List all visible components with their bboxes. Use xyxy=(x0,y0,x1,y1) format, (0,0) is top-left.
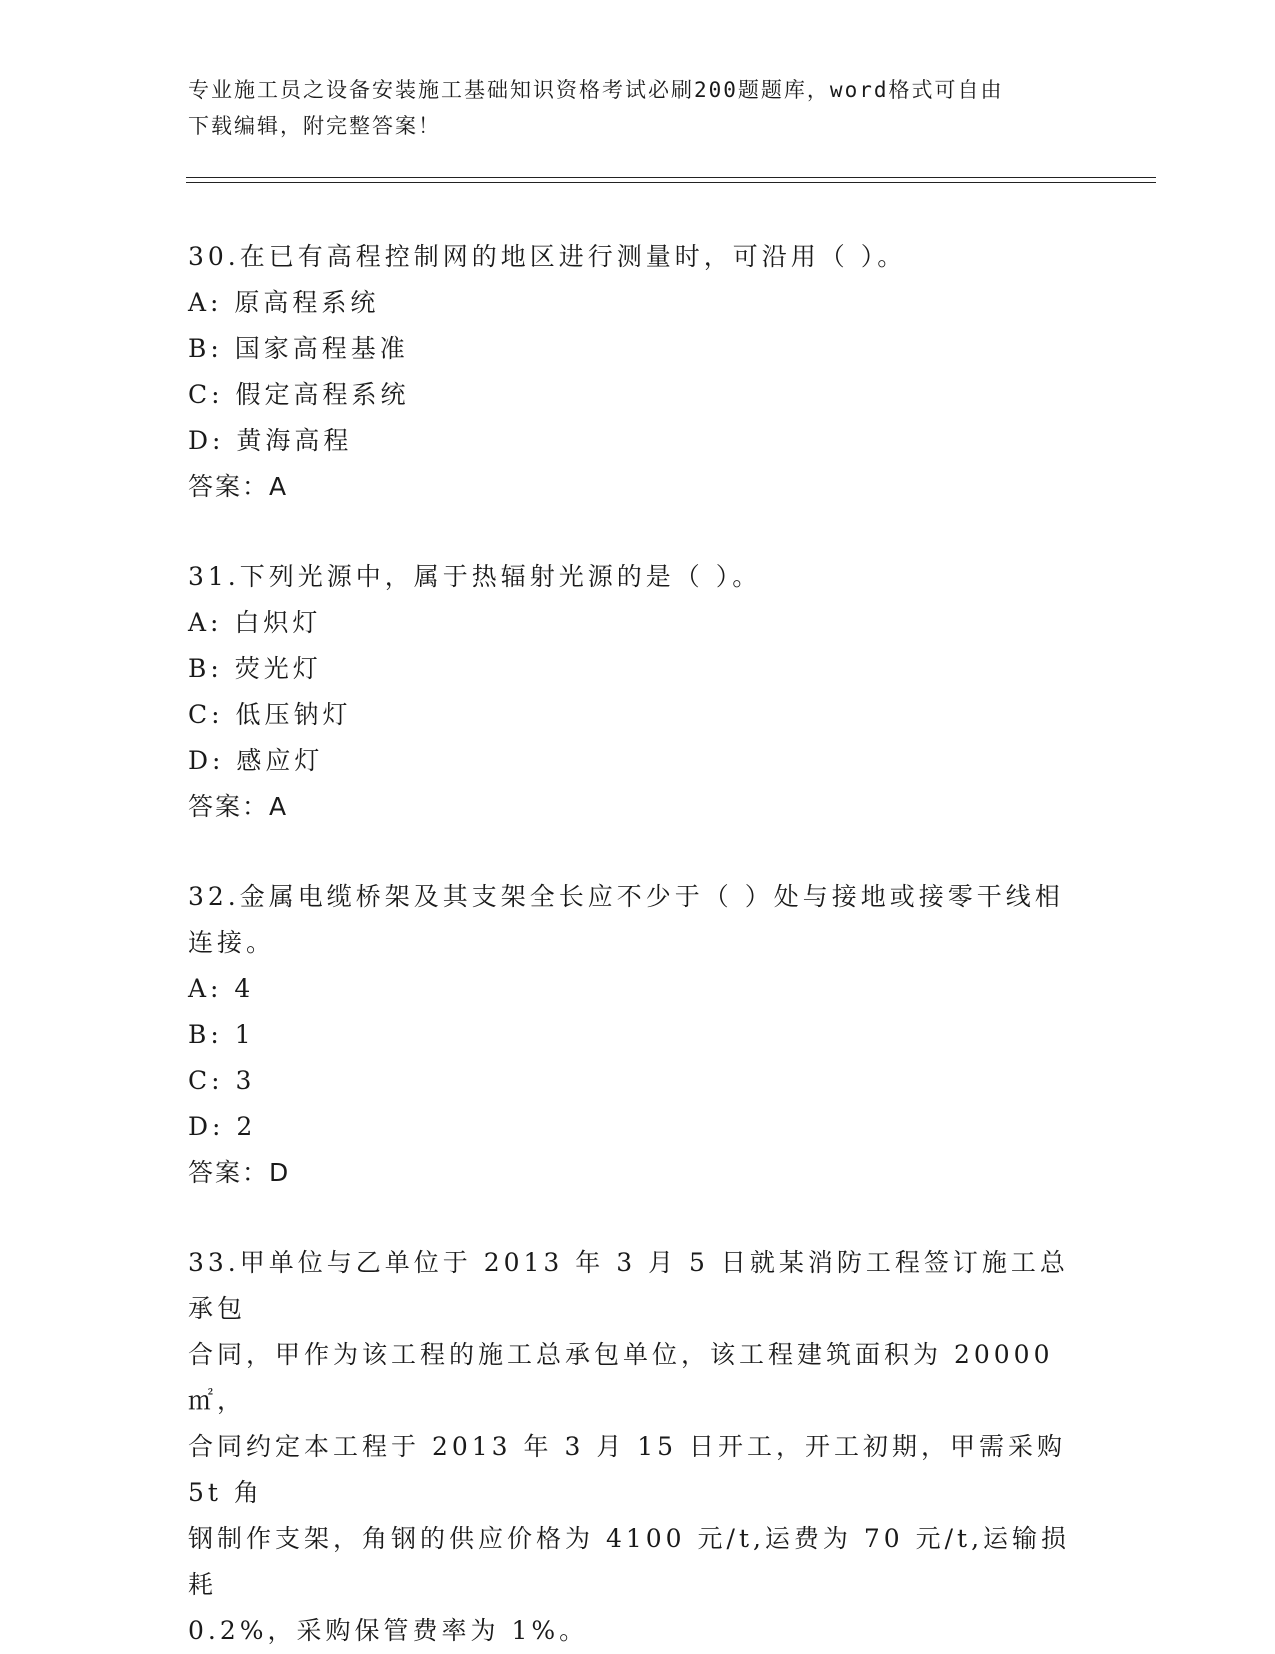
option-a: A: 白炽灯 xyxy=(188,608,322,637)
answer-line: 答案：A xyxy=(188,792,289,821)
header-line-2: 下载编辑，附完整答案！ xyxy=(188,114,441,138)
option-b: B: 1 xyxy=(188,1020,255,1049)
question-stem-line-5: 0.2%，采购保管费率为 1%。 xyxy=(188,1616,589,1645)
question-stem: 31.下列光源中，属于热辐射光源的是（ ）。 xyxy=(188,562,762,591)
question-stem: 30.在已有高程控制网的地区进行测量时，可沿用（ ）。 xyxy=(188,242,907,271)
answer-line: 答案：D xyxy=(188,1158,291,1187)
option-d: D: 感应灯 xyxy=(188,746,324,775)
question-stem-line-1: 33.甲单位与乙单位于 2013 年 3 月 5 日就某消防工程签订施工总承包 xyxy=(188,1248,1069,1323)
option-a: A: 原高程系统 xyxy=(188,288,380,317)
header-line-1: 专业施工员之设备安装施工基础知识资格考试必刷200题题库，word格式可自由 xyxy=(188,78,1004,102)
option-b: B: 国家高程基准 xyxy=(188,334,409,363)
document-header xyxy=(188,72,1088,144)
option-c: C: 3 xyxy=(188,1066,256,1095)
question-stem-line-3: 合同约定本工程于 2013 年 3 月 15 日开工，开工初期，甲需采购 5t 角 xyxy=(188,1432,1067,1507)
question-32 xyxy=(188,874,1088,1196)
option-c: C: 假定高程系统 xyxy=(188,380,410,409)
question-33 xyxy=(188,1240,1088,1654)
question-31 xyxy=(188,554,1088,830)
option-d: D: 2 xyxy=(188,1112,257,1141)
question-stem-line-2: 合同，甲作为该工程的施工总承包单位，该工程建筑面积为 20000㎡， xyxy=(188,1340,1054,1415)
option-b: B: 荧光灯 xyxy=(188,654,322,683)
option-a: A: 4 xyxy=(188,974,255,1003)
header-divider-top xyxy=(186,177,1156,178)
option-d: D: 黄海高程 xyxy=(188,426,353,455)
question-stem-line-4: 钢制作支架，角钢的供应价格为 4100 元/t,运费为 70 元/t,运输损耗 xyxy=(188,1524,1071,1599)
option-c: C: 低压钠灯 xyxy=(188,700,352,729)
question-stem-line-1: 32.金属电缆桥架及其支架全长应不少于（ ）处与接地或接零干线相 xyxy=(188,882,1064,911)
answer-line: 答案：A xyxy=(188,472,289,501)
header-divider-bottom xyxy=(186,182,1156,183)
question-stem-line-2: 连接。 xyxy=(188,928,276,957)
question-30 xyxy=(188,234,1088,510)
